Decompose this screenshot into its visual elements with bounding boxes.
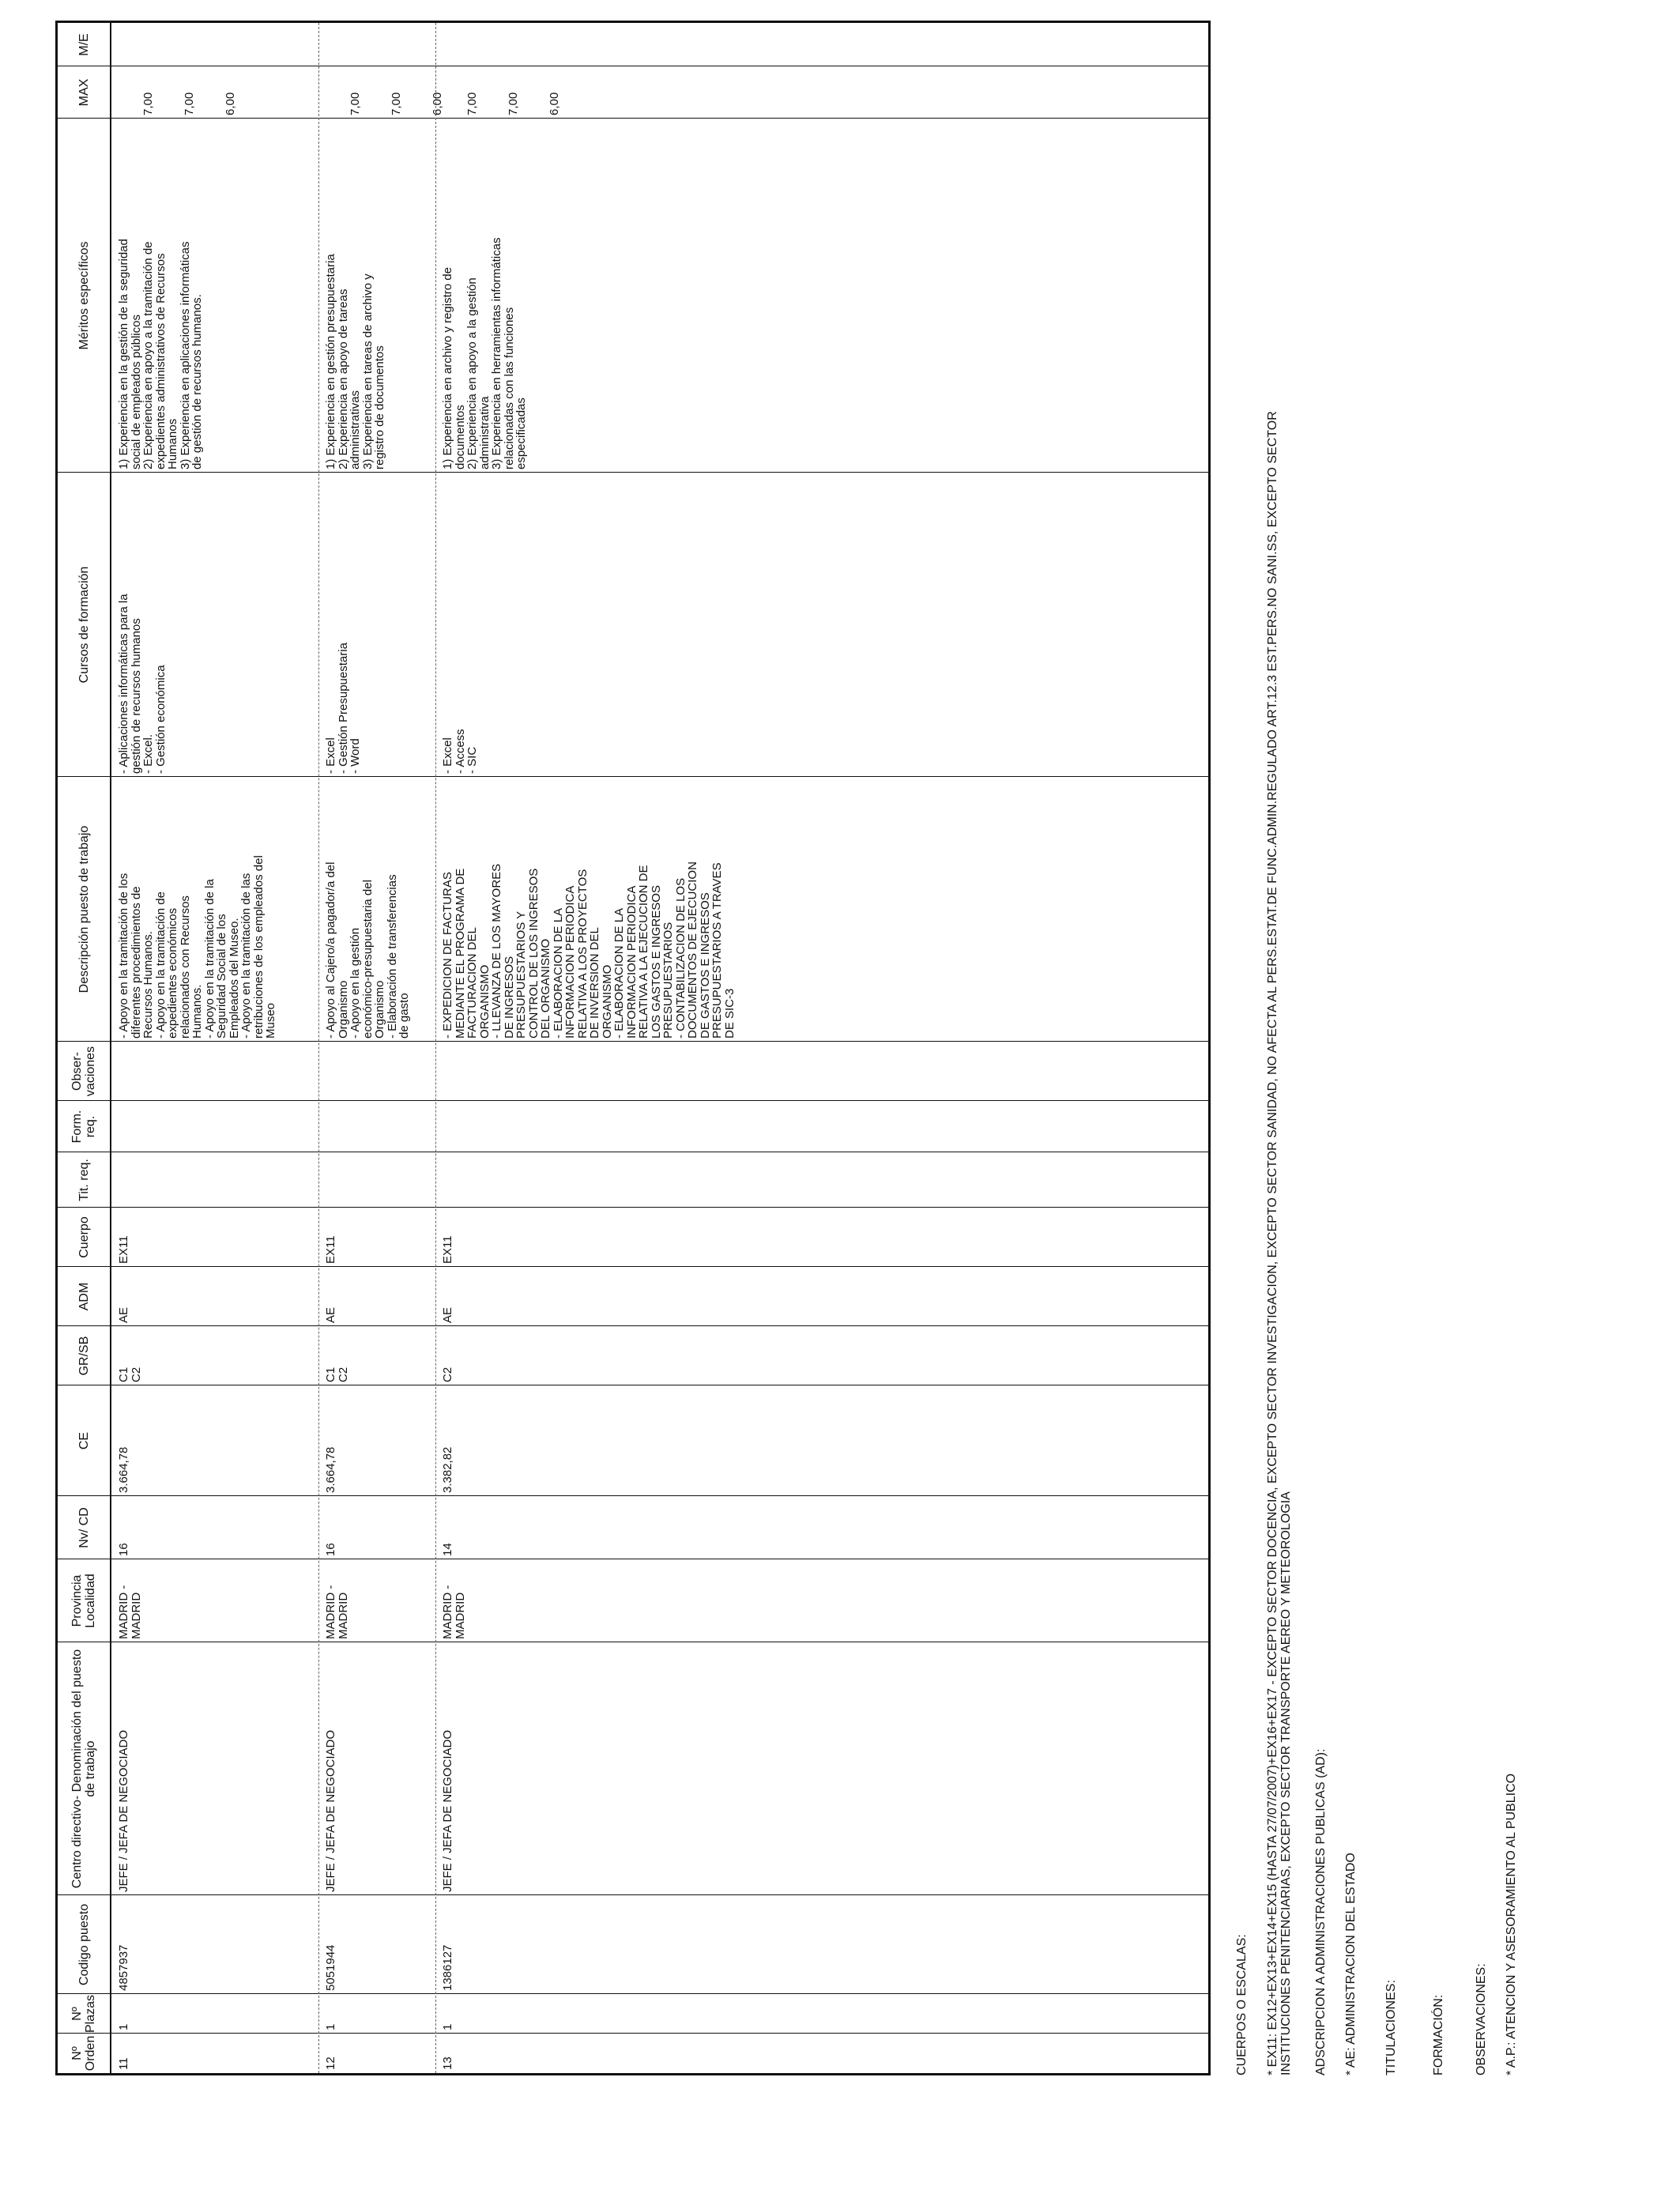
cell-orden: 12 bbox=[324, 2056, 337, 2070]
col-divider bbox=[58, 1495, 1208, 1496]
cell-plazas: 1 bbox=[441, 2023, 454, 2030]
cell-cursos: - Excel - Access - SIC bbox=[441, 729, 479, 774]
header-descripcion: Descripción puesto de trabajo bbox=[77, 825, 91, 993]
cell-descripcion: - EXPEDICION DE FACTURAS MEDIANTE EL PROGRAMA DE FACTURACION DEL ORGANISMO - LLEVANZA DE LOS MAYORES DE INGRESOS PRESUPUESTARIOS Y CONTROL DE LOS INGRESOS DEL ORGANISMO - ELABORACION DE LA INFORMACION PERIODICA RELATIVA A LOS PROYECTOS DE INVERSION DEL ORGANISMO - ELABORACION DE LA INFORMACION PERIODICA RELATIVA A LA EJECUCION DE LOS GASTOS E INGRESOS PRESUPUESTARIOS - CONTABILIZACION DE LOS DOCUMENTOS DE EJECUCION DE GASTOS E INGRESOS PRESUPUESTARIOS A TRAVES DE SIC-3 bbox=[441, 861, 736, 1039]
cell-adm: AE bbox=[441, 1306, 454, 1323]
cell-orden: 11 bbox=[117, 2057, 130, 2070]
cell-meritos: 1) Experiencia en archivo y registro de documentos 2) Experiencia en apoyo a la gestión administrativa 3) Experiencia en herramientas informáticas relacionadas con las funciones especificadas bbox=[441, 237, 528, 469]
max-score: 7,00 bbox=[348, 92, 362, 115]
header-provincia: Provincia Localidad bbox=[70, 1574, 97, 1628]
cell-codigo: 4857937 bbox=[117, 1944, 130, 1991]
adscripcion-text: * AE: ADMINISTRACION DEL ESTADO bbox=[1344, 1853, 1358, 2075]
observaciones-text: * A.P.: ATENCION Y ASESORAMIENTO AL PUBLICO bbox=[1505, 1773, 1518, 2075]
cell-provincia: MADRID - MADRID bbox=[117, 1585, 143, 1639]
cell-cursos: - Excel - Gestión Presupuestaria - Word bbox=[324, 643, 362, 774]
adscripcion-title: ADSCRIPCION A ADMINISTRACIONES PUBLICAS (AD): bbox=[1314, 1748, 1328, 2075]
row-divider bbox=[435, 23, 436, 2073]
header-cuerpo: Cuerpo bbox=[77, 1216, 91, 1258]
cell-provincia: MADRID - MADRID bbox=[441, 1585, 467, 1639]
titulaciones-title: TITULACIONES: bbox=[1384, 1980, 1398, 2075]
header-meritos: Méritos específicos bbox=[77, 241, 91, 350]
cell-descripcion: - Apoyo en la tramitación de los diferentes procedimientos de Recursos Humanos. - Apoyo en la tramitación de expedientes económicos relacionados con Recursos Humanos. - Apoyo en la tramitación de la Seguridad Social de los Empleados del Museo. - Apoyo en la tramitación de las retribuciones de los empleados del Museo bbox=[117, 855, 277, 1039]
col-divider bbox=[58, 1993, 1208, 1994]
cell-grupo: C1 C2 bbox=[117, 1367, 143, 1382]
header-obs: Obser- vaciones bbox=[70, 1046, 97, 1097]
cell-nivel: 16 bbox=[324, 1543, 337, 1556]
cell-ce: 3.382,82 bbox=[441, 1446, 454, 1493]
cell-provincia: MADRID - MADRID bbox=[324, 1585, 350, 1639]
cell-plazas: 1 bbox=[117, 2023, 130, 2030]
col-divider bbox=[58, 1266, 1208, 1267]
cell-nivel: 14 bbox=[441, 1543, 454, 1556]
observaciones-title: OBSERVACIONES: bbox=[1475, 1963, 1488, 2075]
max-score: 7,00 bbox=[183, 92, 196, 115]
col-divider bbox=[58, 2033, 1208, 2034]
header-ce: CE bbox=[77, 1431, 91, 1450]
cell-grupo: C1 C2 bbox=[324, 1367, 350, 1382]
cell-cuerpo: EX11 bbox=[324, 1235, 337, 1264]
max-score: 6,00 bbox=[431, 92, 444, 115]
cell-grupo: C2 bbox=[441, 1367, 454, 1382]
table-header bbox=[58, 23, 111, 2073]
col-divider bbox=[58, 1207, 1208, 1208]
header-adm: ADM bbox=[77, 1282, 91, 1311]
cell-meritos: 1) Experiencia en la gestión de la seguridad social de empleados públicos 2) Experiencia en apoyo a la tramitación de expedientes administrativos de Recursos Humanos 3) Experiencia en aplicaciones informáticas de gestión de recursos humanos. bbox=[117, 239, 204, 469]
cell-plazas: 1 bbox=[324, 2023, 337, 2030]
cell-codigo: 5051944 bbox=[324, 1944, 337, 1991]
header-orden: Nº Orden bbox=[70, 2035, 97, 2071]
header-grupo: GR/SB bbox=[77, 1336, 91, 1376]
cell-ce: 3.664,78 bbox=[117, 1446, 130, 1493]
header-cursos: Cursos de formación bbox=[77, 566, 91, 684]
cell-descripcion: - Apoyo al Cajero/a pagador/a del Organismo - Apoyo en la gestión económico-presupuestaria del Organismo - Elaboración de transferencias de gasto bbox=[324, 861, 411, 1039]
header-codigo: Codigo puesto bbox=[77, 1903, 91, 1986]
max-score: 6,00 bbox=[548, 92, 561, 115]
cell-cursos: - Aplicaciones informáticas para la gestión de recursos humanos - Excel. - Gestión económica bbox=[117, 594, 168, 774]
col-divider bbox=[58, 472, 1208, 473]
cell-cuerpo: EX11 bbox=[117, 1235, 130, 1264]
header-me: M/E bbox=[77, 33, 91, 56]
col-divider bbox=[58, 1100, 1208, 1101]
header-form: Form. req. bbox=[70, 1110, 97, 1144]
col-divider bbox=[58, 1894, 1208, 1895]
cell-nivel: 16 bbox=[117, 1543, 130, 1556]
max-score: 7,00 bbox=[141, 92, 155, 115]
max-score: 7,00 bbox=[507, 92, 520, 115]
cell-centro: JEFE / JEFA DE NEGOCIADO bbox=[324, 1729, 337, 1892]
cell-codigo: 1386127 bbox=[441, 1944, 454, 1991]
cell-max bbox=[118, 66, 262, 119]
max-score: 6,00 bbox=[224, 92, 237, 115]
header-centro: Centro directivo- Denominación del puesto de trabajo bbox=[70, 1649, 97, 1889]
max-score: 7,00 bbox=[390, 92, 403, 115]
cell-centro: JEFE / JEFA DE NEGOCIADO bbox=[441, 1729, 454, 1892]
col-divider bbox=[58, 1325, 1208, 1326]
cell-adm: AE bbox=[117, 1306, 130, 1323]
cell-max bbox=[442, 66, 586, 119]
cell-adm: AE bbox=[324, 1306, 337, 1323]
row-divider bbox=[318, 23, 319, 2073]
cell-orden: 13 bbox=[441, 2056, 454, 2070]
cuerpos-title: CUERPOS O ESCALAS: bbox=[1235, 1934, 1249, 2075]
header-tit: Tit. req. bbox=[77, 1159, 91, 1201]
cell-ce: 3.664,78 bbox=[324, 1446, 337, 1493]
cell-cuerpo: EX11 bbox=[441, 1235, 454, 1264]
positions-table bbox=[55, 21, 1211, 2075]
formacion-title: FORMACIÓN: bbox=[1432, 1994, 1445, 2075]
cell-centro: JEFE / JEFA DE NEGOCIADO bbox=[117, 1729, 130, 1892]
cell-meritos: 1) Experiencia en gestión presupuestaria 2) Experiencia en apoyo de tareas administrativas 3) Experiencia en tareas de archivo y registro de documentos bbox=[324, 254, 386, 469]
cuerpos-text: * EX11: EX12+EX13+EX14+EX15 (HASTA 27/07/2007)+EX16+EX17 - EXCEPTO SECTOR DOCENCIA, EXCEPTO SECTOR INVESTIGACION, EXCEPTO SECTOR SANIDAD, NO AFECTA AL PERS.ESTAT.DE FUNC.ADMIN.REGULADO ART.12.3 EST.PERS.NO SANI.SS, EXCEPTO SECTOR INSTITUCIONES PENITENCIARIAS, EXCEPTO SECTOR TRANSPORTE AEREO Y METEOROLOGIA bbox=[1266, 411, 1293, 2075]
header-nivel: Nv/ CD bbox=[77, 1507, 91, 1548]
header-max: MAX bbox=[77, 78, 91, 107]
max-score: 7,00 bbox=[465, 92, 479, 115]
header-plazas: Nº Plazas bbox=[70, 1994, 97, 2034]
